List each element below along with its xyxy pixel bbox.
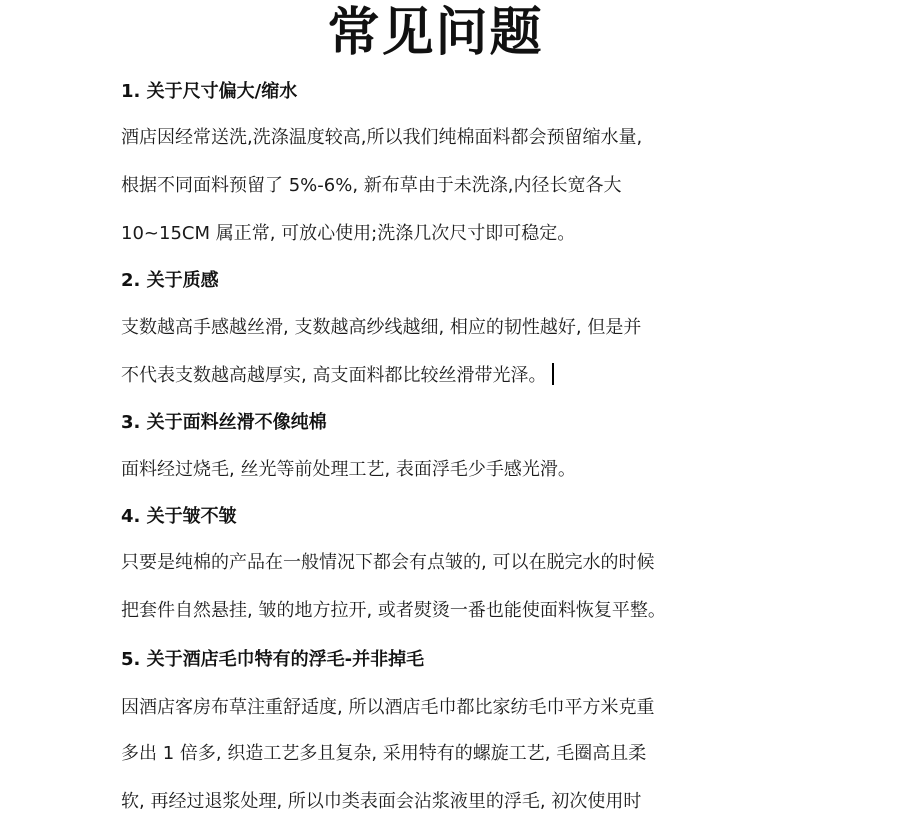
section-5-line-3: 软, 再经过退浆处理, 所以巾类表面会沾浆液里的浮毛, 初次使用时 [121, 791, 642, 812]
section-2-heading: 2. 关于质感 [121, 270, 219, 291]
section-2-line-2-text: 不代表支数越高越厚实, 高支面料都比较丝滑带光泽。 [121, 365, 547, 386]
section-1-line-2: 根据不同面料预留了 5%-6%, 新布草由于未洗涤,内径长宽各大 [121, 175, 622, 196]
section-4-heading: 4. 关于皱不皱 [121, 506, 237, 527]
page-title: 常见问题 [327, 3, 544, 63]
section-3-line-1: 面料经过烧毛, 丝光等前处理工艺, 表面浮毛少手感光滑。 [121, 459, 576, 480]
text-cursor [552, 363, 554, 385]
section-5-line-1: 因酒店客房布草注重舒适度, 所以酒店毛巾都比家纺毛巾平方米克重 [121, 697, 655, 718]
section-1-heading: 1. 关于尺寸偏大/缩水 [121, 81, 298, 102]
section-4-line-1: 只要是纯棉的产品在一般情况下都会有点皱的, 可以在脱完水的时候 [121, 552, 655, 573]
section-1-line-1: 酒店因经常送洗,洗涤温度较高,所以我们纯棉面料都会预留缩水量, [121, 127, 643, 148]
section-3-heading: 3. 关于面料丝滑不像纯棉 [121, 412, 327, 433]
section-5-line-2: 多出 1 倍多, 织造工艺多且复杂, 采用特有的螺旋工艺, 毛圈高且柔 [121, 743, 647, 764]
section-2-line-2 [121, 363, 554, 389]
section-4-line-2: 把套件自然悬挂, 皱的地方拉开, 或者熨烫一番也能使面料恢复平整。 [121, 600, 666, 621]
section-1-line-3: 10~15CM 属正常, 可放心使用;洗涤几次尺寸即可稳定。 [121, 223, 576, 244]
section-2-line-1: 支数越高手感越丝滑, 支数越高纱线越细, 相应的韧性越好, 但是并 [121, 317, 642, 338]
section-5-heading: 5. 关于酒店毛巾特有的浮毛-并非掉毛 [121, 649, 425, 670]
